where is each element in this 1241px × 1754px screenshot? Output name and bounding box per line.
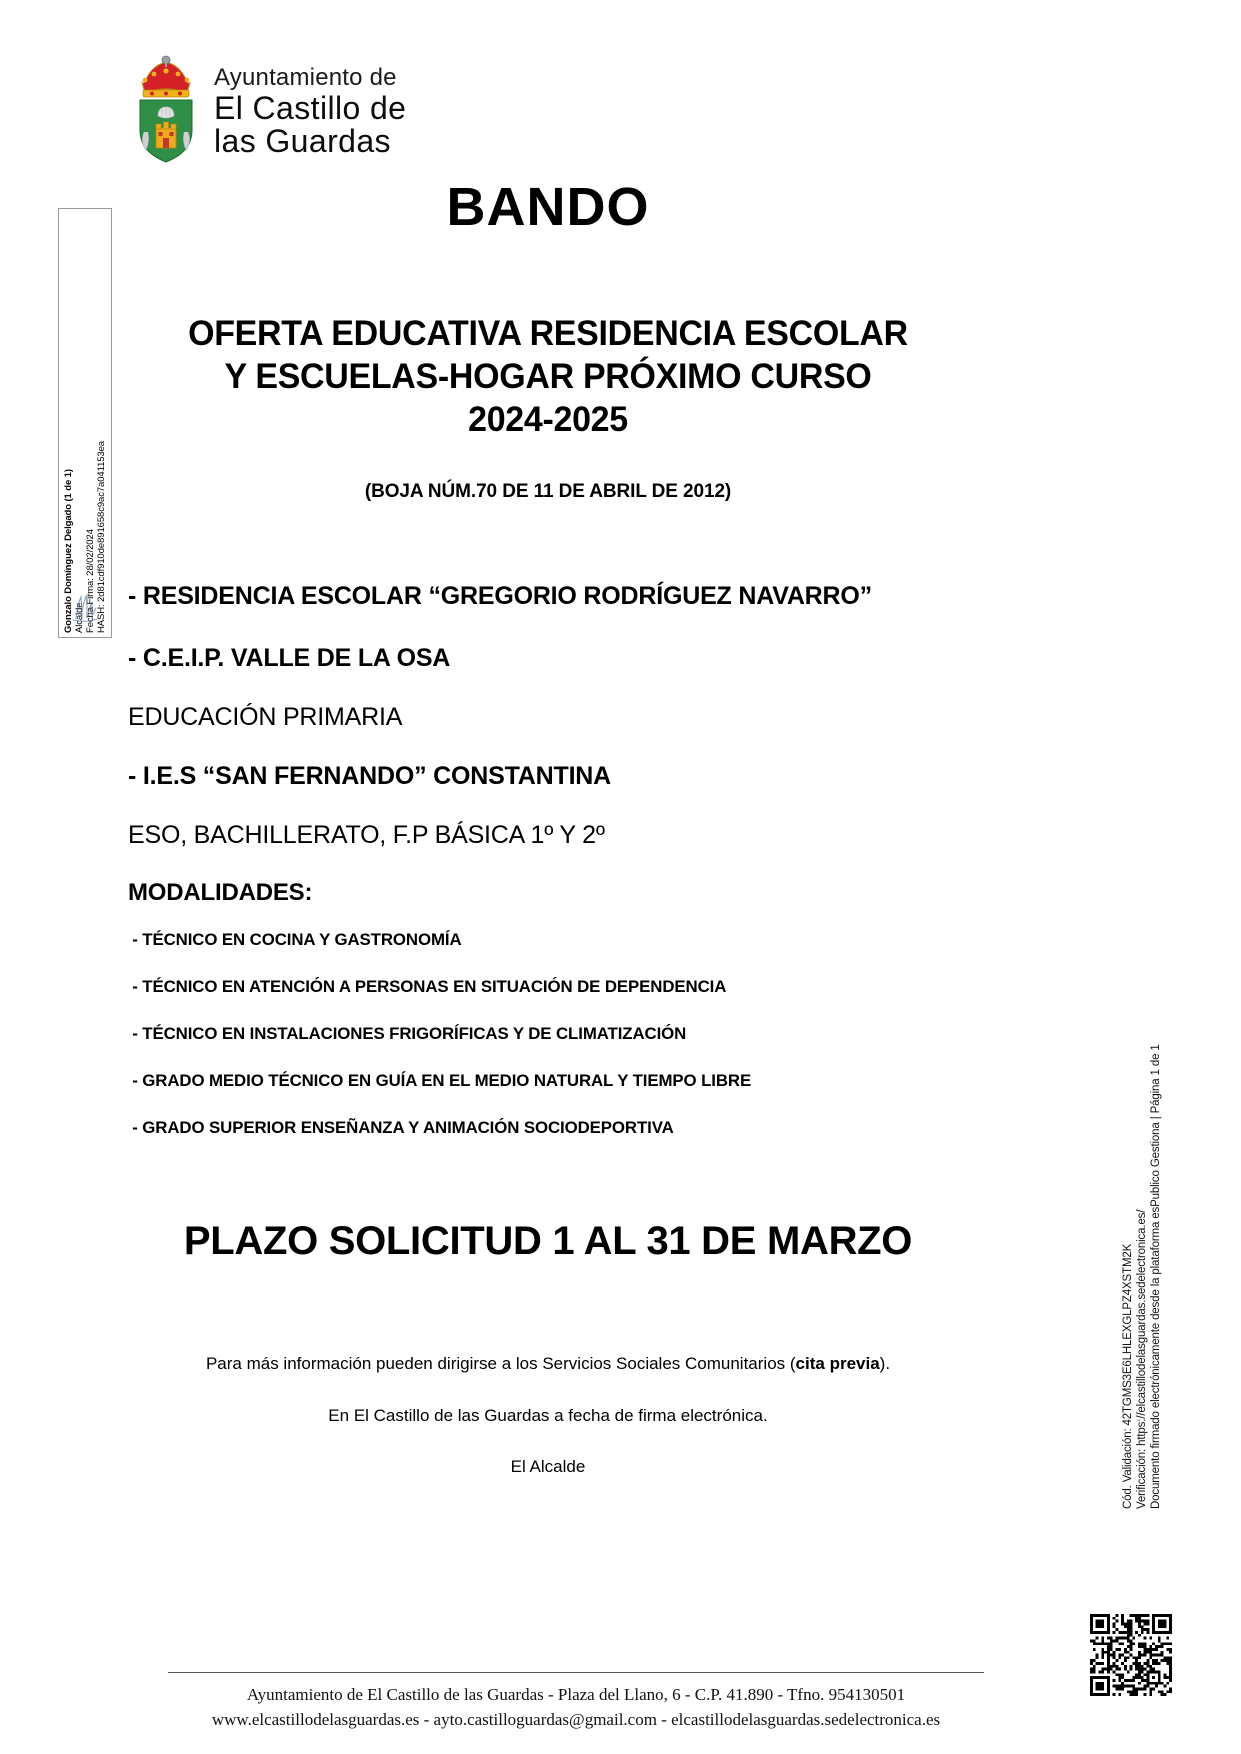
plazo-solicitud: PLAZO SOLICITUD 1 AL 31 DE MARZO [183,1218,913,1263]
section-eso-bachillerato: ESO, BACHILLERATO, F.P BÁSICA 1º Y 2º [128,821,605,850]
validation-code: Cód. Validación: 42TGMS3E6LHLEXGLPZ4XSTM2K [1122,1243,1134,1509]
list-item: - TÉCNICO EN ATENCIÓN A PERSONAS EN SITUACIÓN DE DEPENDENCIA [132,976,727,996]
list-item: - GRADO SUPERIOR ENSEÑANZA Y ANIMACIÓN SOCIODEPORTIVA [132,1117,674,1137]
verification-rotated-text [1114,931,1170,1509]
signature-hash: HASH: 2d81cdf910de891658c9ac7a041153ea [96,441,107,633]
signer-name: Gonzalo Domínguez Delgado (1 de 1) [63,469,74,633]
org-line-3: las Guardas [214,122,391,159]
heading-line-1: OFERTA EDUCATIVA RESIDENCIA ESCOLAR [188,314,908,354]
modalidades-list [128,908,968,1138]
closing-info-pre: Para más información pueden dirigirse a los Servicios Sociales Comunitarios ( [205,1353,796,1373]
org-line-2: El Castillo de [214,89,407,126]
cita-previa-emphasis: cita previa [795,1353,880,1373]
closing-signature-title: El Alcalde [510,1457,586,1477]
section-residencia-escolar: - RESIDENCIA ESCOLAR “GREGORIO RODRÍGUEZ NAVARRO” [128,582,872,611]
closing-place-date: En El Castillo de las Guardas a fecha de firma electrónica. [328,1405,768,1425]
signature-date: Fecha Firma: 28/02/2024 [85,529,96,633]
closing-info [128,1264,968,1376]
section-educacion-primaria: EDUCACIÓN PRIMARIA [128,702,403,731]
signature-margin-block [58,208,112,638]
qr-code-icon [1090,1614,1172,1696]
organization-name [214,60,406,157]
signer-role: Alcalde [74,602,85,633]
verification-margin-block [1112,930,1172,1510]
section-ies: - I.E.S “SAN FERNANDO” CONSTANTINA [128,762,612,791]
footer-contact: www.elcastillodelasguardas.es - ayto.castilloguardas@gmail.com - elcastillodelasguardas.sedelectronica.es [211,1709,941,1729]
boja-reference: (BOJA NÚM.70 DE 11 DE ABRIL DE 2012) [364,481,732,503]
document-body [128,170,968,1479]
footer-address: Ayuntamiento de El Castillo de las Guardas - Plaza del Llano, 6 - C.P. 41.890 - Tfno. 954130501 [246,1685,906,1704]
platform-note: Documento firmado electrónicamente desde la plataforma esPublico Gestiona | Página 1 de 1 [1150,1044,1162,1509]
signature-mark-icon [70,589,100,623]
signature-rotated-text [61,213,109,633]
modalidades-label: MODALIDADES: [128,878,313,906]
qr-code-canvas [1090,1614,1172,1696]
main-heading [141,237,956,441]
heading-line-3: 2024-2025 [468,399,628,439]
section-ceip: - C.E.I.P. VALLE DE LA OSA [128,643,451,672]
closing-info-post: ). [879,1353,891,1373]
coat-of-arms-icon [128,52,204,164]
municipal-logo [128,52,406,164]
list-item: - TÉCNICO EN COCINA Y GASTRONOMÍA [132,929,462,949]
list-item: - TÉCNICO EN INSTALACIONES FRIGORÍFICAS Y DE CLIMATIZACIÓN [132,1023,687,1043]
verification-url: Verificación: https://elcastillodelasguardas.sedelectronica.es/ [1136,1209,1148,1509]
org-line-1: Ayuntamiento de [214,63,397,91]
page-title: BANDO [446,177,650,237]
heading-line-2: Y ESCUELAS-HOGAR PRÓXIMO CURSO [224,357,872,397]
list-item: - GRADO MEDIO TÉCNICO EN GUÍA EN EL MEDIO NATURAL Y TIEMPO LIBRE [132,1070,752,1090]
page-footer [168,1672,984,1732]
